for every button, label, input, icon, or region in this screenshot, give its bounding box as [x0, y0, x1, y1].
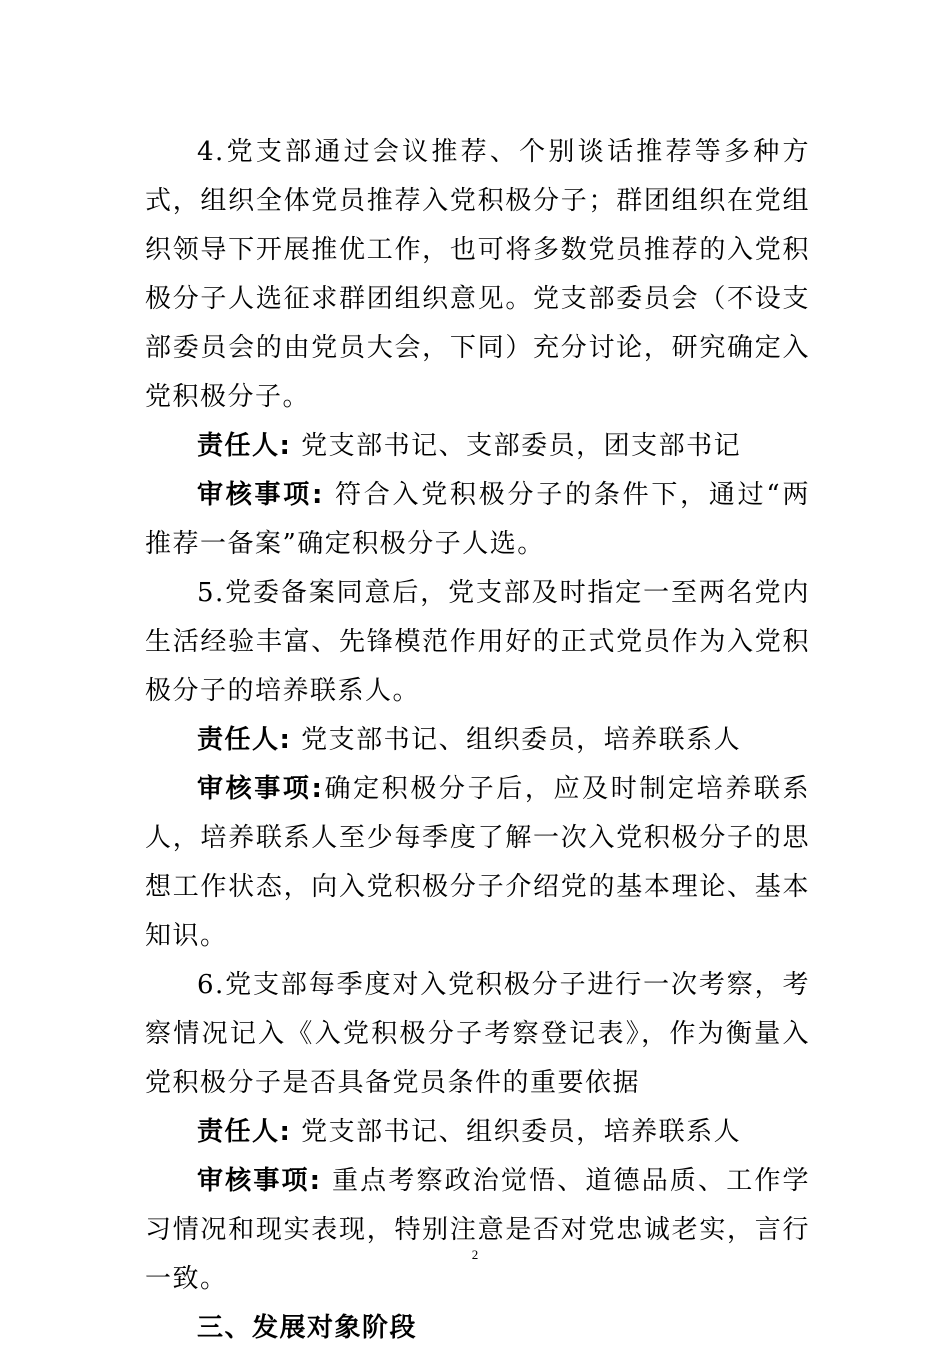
paragraph-item-5: 5.党委备案同意后，党支部及时指定一至两名党内生活经验丰富、先锋模范作用好的正式党员作为入党积极分子的培养联系人。: [145, 578, 810, 706]
review-item-line-5: [145, 765, 810, 961]
responsible-person-text: 党支部书记、组织委员，培养联系人: [291, 1117, 742, 1147]
review-item-text: 重点考察政治觉悟、道德品质、工作学习情况和现实表现，特别注意是否对党忠诚老实，言行一致。: [145, 1166, 811, 1294]
document-body: [145, 128, 810, 1353]
responsible-person-line-6: [145, 1108, 810, 1157]
review-item-label: 审核事项:: [197, 774, 324, 804]
review-item-line-4: [145, 471, 810, 569]
responsible-person-line-5: [145, 716, 810, 765]
responsible-person-text: 党支部书记、支部委员，团支部书记: [291, 431, 742, 461]
responsible-person-line-4: [145, 422, 810, 471]
responsible-person-label: 责任人:: [197, 431, 292, 461]
review-item-text: 确定积极分子后，应及时制定培养联系人，培养联系人至少每季度了解一次入党积极分子的思想工作状态，向入党积极分子介绍党的基本理论、基本知识。: [145, 774, 810, 951]
review-item-label: 审核事项:: [197, 480, 324, 510]
review-item-line-6: [145, 1157, 810, 1304]
page-number: 2: [471, 1247, 479, 1262]
paragraph-item-4: 4.党支部通过会议推荐、个别谈话推荐等多种方式，组织全体党员推荐入党积极分子；群团组织在党组织领导下开展推优工作，也可将多数党员推荐的入党积极分子人选征求群团组织意见。党支部委员会（不设支部委员会的由党员大会，下同）充分讨论，研究确定入党积极分子。: [145, 137, 810, 412]
paragraph-item-6: 6.党支部每季度对入党积极分子进行一次考察，考察情况记入《入党积极分子考察登记表》，作为衡量入党积极分子是否具备党员条件的重要依据: [145, 970, 810, 1098]
section-heading: 三、发展对象阶段: [197, 1313, 418, 1343]
review-item-text: 符合入党积极分子的条件下，通过“两推荐一备案”确定积极分子人选。: [145, 480, 810, 559]
responsible-person-text: 党支部书记、组织委员，培养联系人: [291, 725, 742, 755]
review-item-label: 审核事项:: [197, 1166, 322, 1196]
responsible-person-label: 责任人:: [197, 725, 292, 755]
responsible-person-label: 责任人:: [197, 1117, 292, 1147]
